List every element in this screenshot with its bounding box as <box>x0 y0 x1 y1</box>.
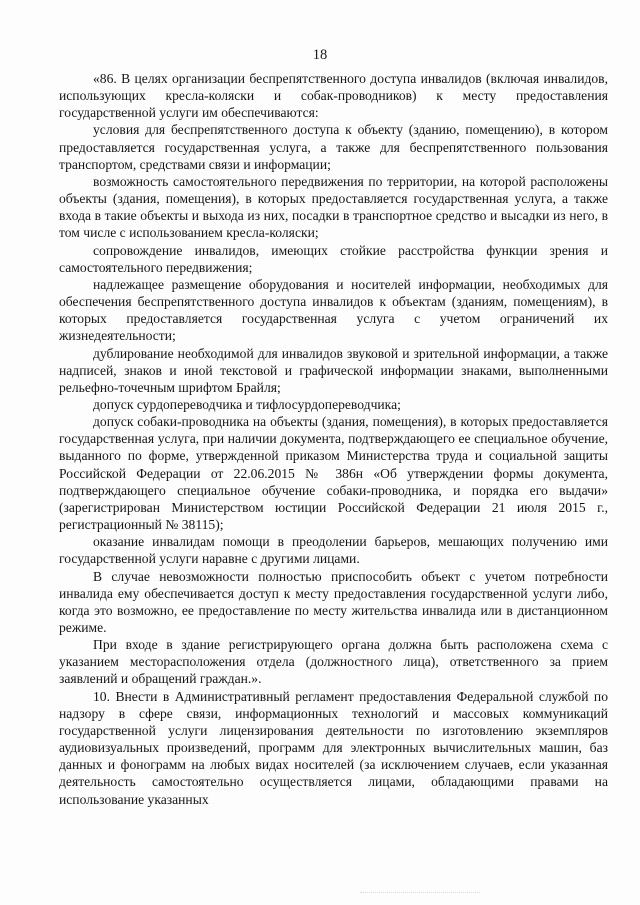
paragraph-item-10: 10. Внести в Административный регламент предоставления Федеральной службой по надзору в сфере связи, информационных технологий и массовых коммуникаций государственной услуги лицензирования деятельности по изготовлению экземпляров аудиовизуальных произведений, программ для электронных вычислительных машин, баз данных и фонограмм на любых видах носителей (за исключением случаев, если указанная деятельность самостоятельно осуществляется лицами, обладающими правами на использование указанных <box>59 688 608 807</box>
paragraph-access-conditions: условия для беспрепятственного доступа к объекту (зданию, помещению), в котором предоставляется государственная услуга, а также для беспрепятственного пользования транспортом, средствами связи и информации; <box>59 122 608 172</box>
document-body <box>59 70 608 808</box>
paragraph-impossibility-case: В случае невозможности полностью приспособить объект с учетом потребности инвалида ему обеспечивается доступ к месту предоставления государственной услуги либо, когда это возможно, ее предоставление по месту жительства инвалида или в дистанционном режиме. <box>59 568 608 635</box>
paragraph-86-intro: «86. В целях организации беспрепятственного доступа инвалидов (включая инвалидов, использующих кресла-коляски и собак-проводников) к месту предоставления государственной услуги им обеспечиваются: <box>59 71 608 121</box>
paragraph-entrance-scheme: При входе в здание регистрирующего органа должна быть расположена схема с указанием месторасположения отдела (должностного лица), ответственного за прием заявлений и обращений граждан.». <box>59 637 608 687</box>
paragraph-guide-dog: допуск собаки-проводника на объекты (здания, помещения), в которых предоставляется государственная услуга, при наличии документа, подтверждающего ее специальное обучение, выданного по форме, утвержденной приказом Министерства труда и социальной защиты Российской Федерации от 22.06.2015 № 386н «Об утверждении формы документа, подтверждающего специальное обучение собаки-проводника, и порядка его выдачи» (зарегистрирован Министерством юстиции Российской Федерации 21 июля 2015 г., регистрационный № 38115); <box>59 414 608 533</box>
page-number: 18 <box>312 47 328 63</box>
paragraph-escort: сопровождение инвалидов, имеющих стойкие расстройства функции зрения и самостоятельного передвижения; <box>59 242 608 275</box>
paragraph-independent-movement: возможность самостоятельного передвижения по территории, на которой расположены объекты (здания, помещения), в которых предоставляется государственная услуга, а также входа в такие объекты и выхода из них, посадки в транспортное средство и высадки из него, в том числе с использованием кресла-коляски; <box>59 173 608 241</box>
paragraph-information-duplication: дублирование необходимой для инвалидов звуковой и зрительной информации, а также надписей, знаков и иной текстовой и графической информации знаками, выполненными рельефно-точечным шрифтом Брайля; <box>59 345 608 395</box>
paragraph-sign-interpreter: допуск сурдопереводчика и тифлосурдопереводчика; <box>93 396 401 412</box>
scan-artifact <box>360 892 480 899</box>
paragraph-equipment-placement: надлежащее размещение оборудования и носителей информации, необходимых для обеспечения беспрепятственного доступа инвалидов к объектам (зданиям, помещениям), в которых предоставляется государственная услуга с учетом ограничений их жизнедеятельности; <box>59 276 608 344</box>
paragraph-barrier-assistance: оказание инвалидам помощи в преодолении барьеров, мешающих получению ими государственной услуги наравне с другими лицами. <box>59 534 608 567</box>
